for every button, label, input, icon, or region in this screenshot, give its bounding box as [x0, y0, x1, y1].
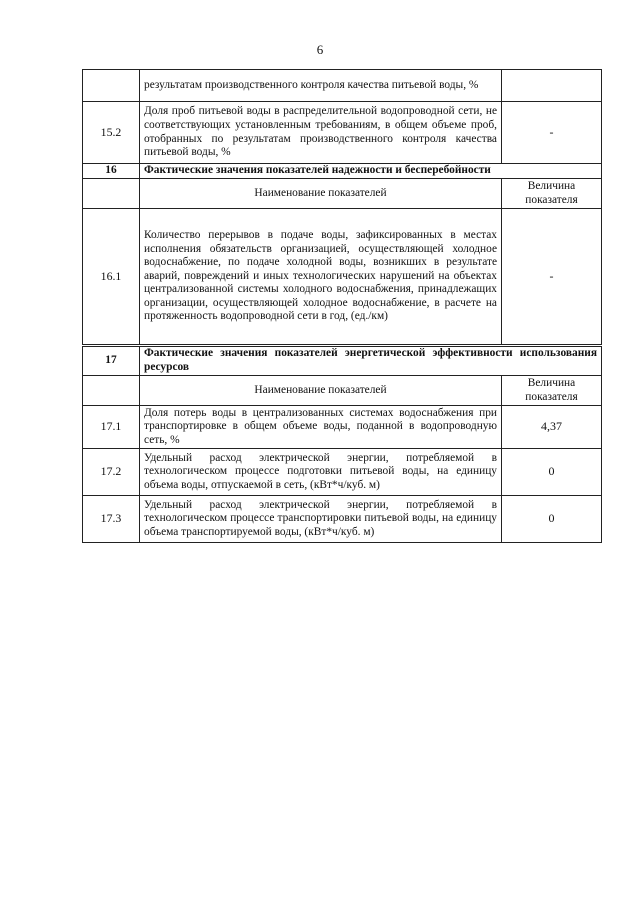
table-row-15-continued [83, 70, 602, 102]
table-row-15-2 [83, 102, 602, 164]
row-number: 17.2 [83, 449, 140, 496]
header-empty-cell [83, 376, 140, 406]
header-value: Величина показателя [502, 376, 602, 406]
header-value: Величина показателя [502, 179, 602, 209]
row-number: 17.1 [83, 406, 140, 449]
header-name: Наименование показателей [140, 179, 502, 209]
indicator-text: Удельный расход электрической энергии, потребляемой в технологическом процессе транспортировки питьевой воды, на единицу объема транспортируемой воды, (кВт*ч/куб. м) [140, 496, 502, 543]
indicator-value: 4,37 [502, 406, 602, 449]
section-number: 16 [83, 164, 140, 179]
indicator-value: - [502, 209, 602, 346]
indicator-value: - [502, 102, 602, 164]
section-16-row [83, 164, 602, 179]
header-empty-cell [83, 179, 140, 209]
table-row-17-3 [83, 496, 602, 543]
row-number: 16.1 [83, 209, 140, 346]
row-number: 17.3 [83, 496, 140, 543]
indicator-text: Количество перерывов в подаче воды, зафиксированных в местах исполнения обязательств организацией, осуществляющей холодное водоснабжение, по подаче холодной воды, возникших в результате аварий, повреждений и иных технологических нарушений на объектах централизованной системы холодного водоснабжения, принадлежащих организации, осуществляющей холодное водоснабжение, в расчете на протяженность водопроводной сети в год, (ед./км) [140, 209, 502, 346]
indicator-text: Доля проб питьевой воды в распределительной водопроводной сети, не соответствующих установленным требованиям, в общем объеме проб, отобранных по результатам производственного контроля качества питьевой воды, % [140, 102, 502, 164]
row-number: 15.2 [83, 102, 140, 164]
indicator-text: Удельный расход электрической энергии, потребляемой в технологическом процессе подготовки питьевой воды, на единицу объема воды, отпускаемой в сеть, (кВт*ч/куб. м) [140, 449, 502, 496]
table-row-16-1 [83, 209, 602, 346]
indicator-text: результатам производственного контроля качества питьевой воды, % [140, 70, 502, 102]
indicator-value [502, 70, 602, 102]
section-number: 17 [83, 346, 140, 376]
row-number-cell [83, 70, 140, 102]
header-row-17 [83, 376, 602, 406]
section-17-row [83, 346, 602, 376]
indicators-table [82, 69, 602, 543]
table-row-17-2 [83, 449, 602, 496]
page-number: 6 [316, 42, 324, 57]
section-title: Фактические значения показателей энергетической эффективности использования ресурсов [140, 346, 602, 376]
indicator-text: Доля потерь воды в централизованных системах водоснабжения при транспортировке в общем объеме воды, поданной в водопроводную сеть, % [140, 406, 502, 449]
header-row-16 [83, 179, 602, 209]
indicator-value: 0 [502, 449, 602, 496]
section-title: Фактические значения показателей надежности и бесперебойности [140, 164, 602, 179]
table-row-17-1 [83, 406, 602, 449]
indicator-value: 0 [502, 496, 602, 543]
header-name: Наименование показателей [140, 376, 502, 406]
